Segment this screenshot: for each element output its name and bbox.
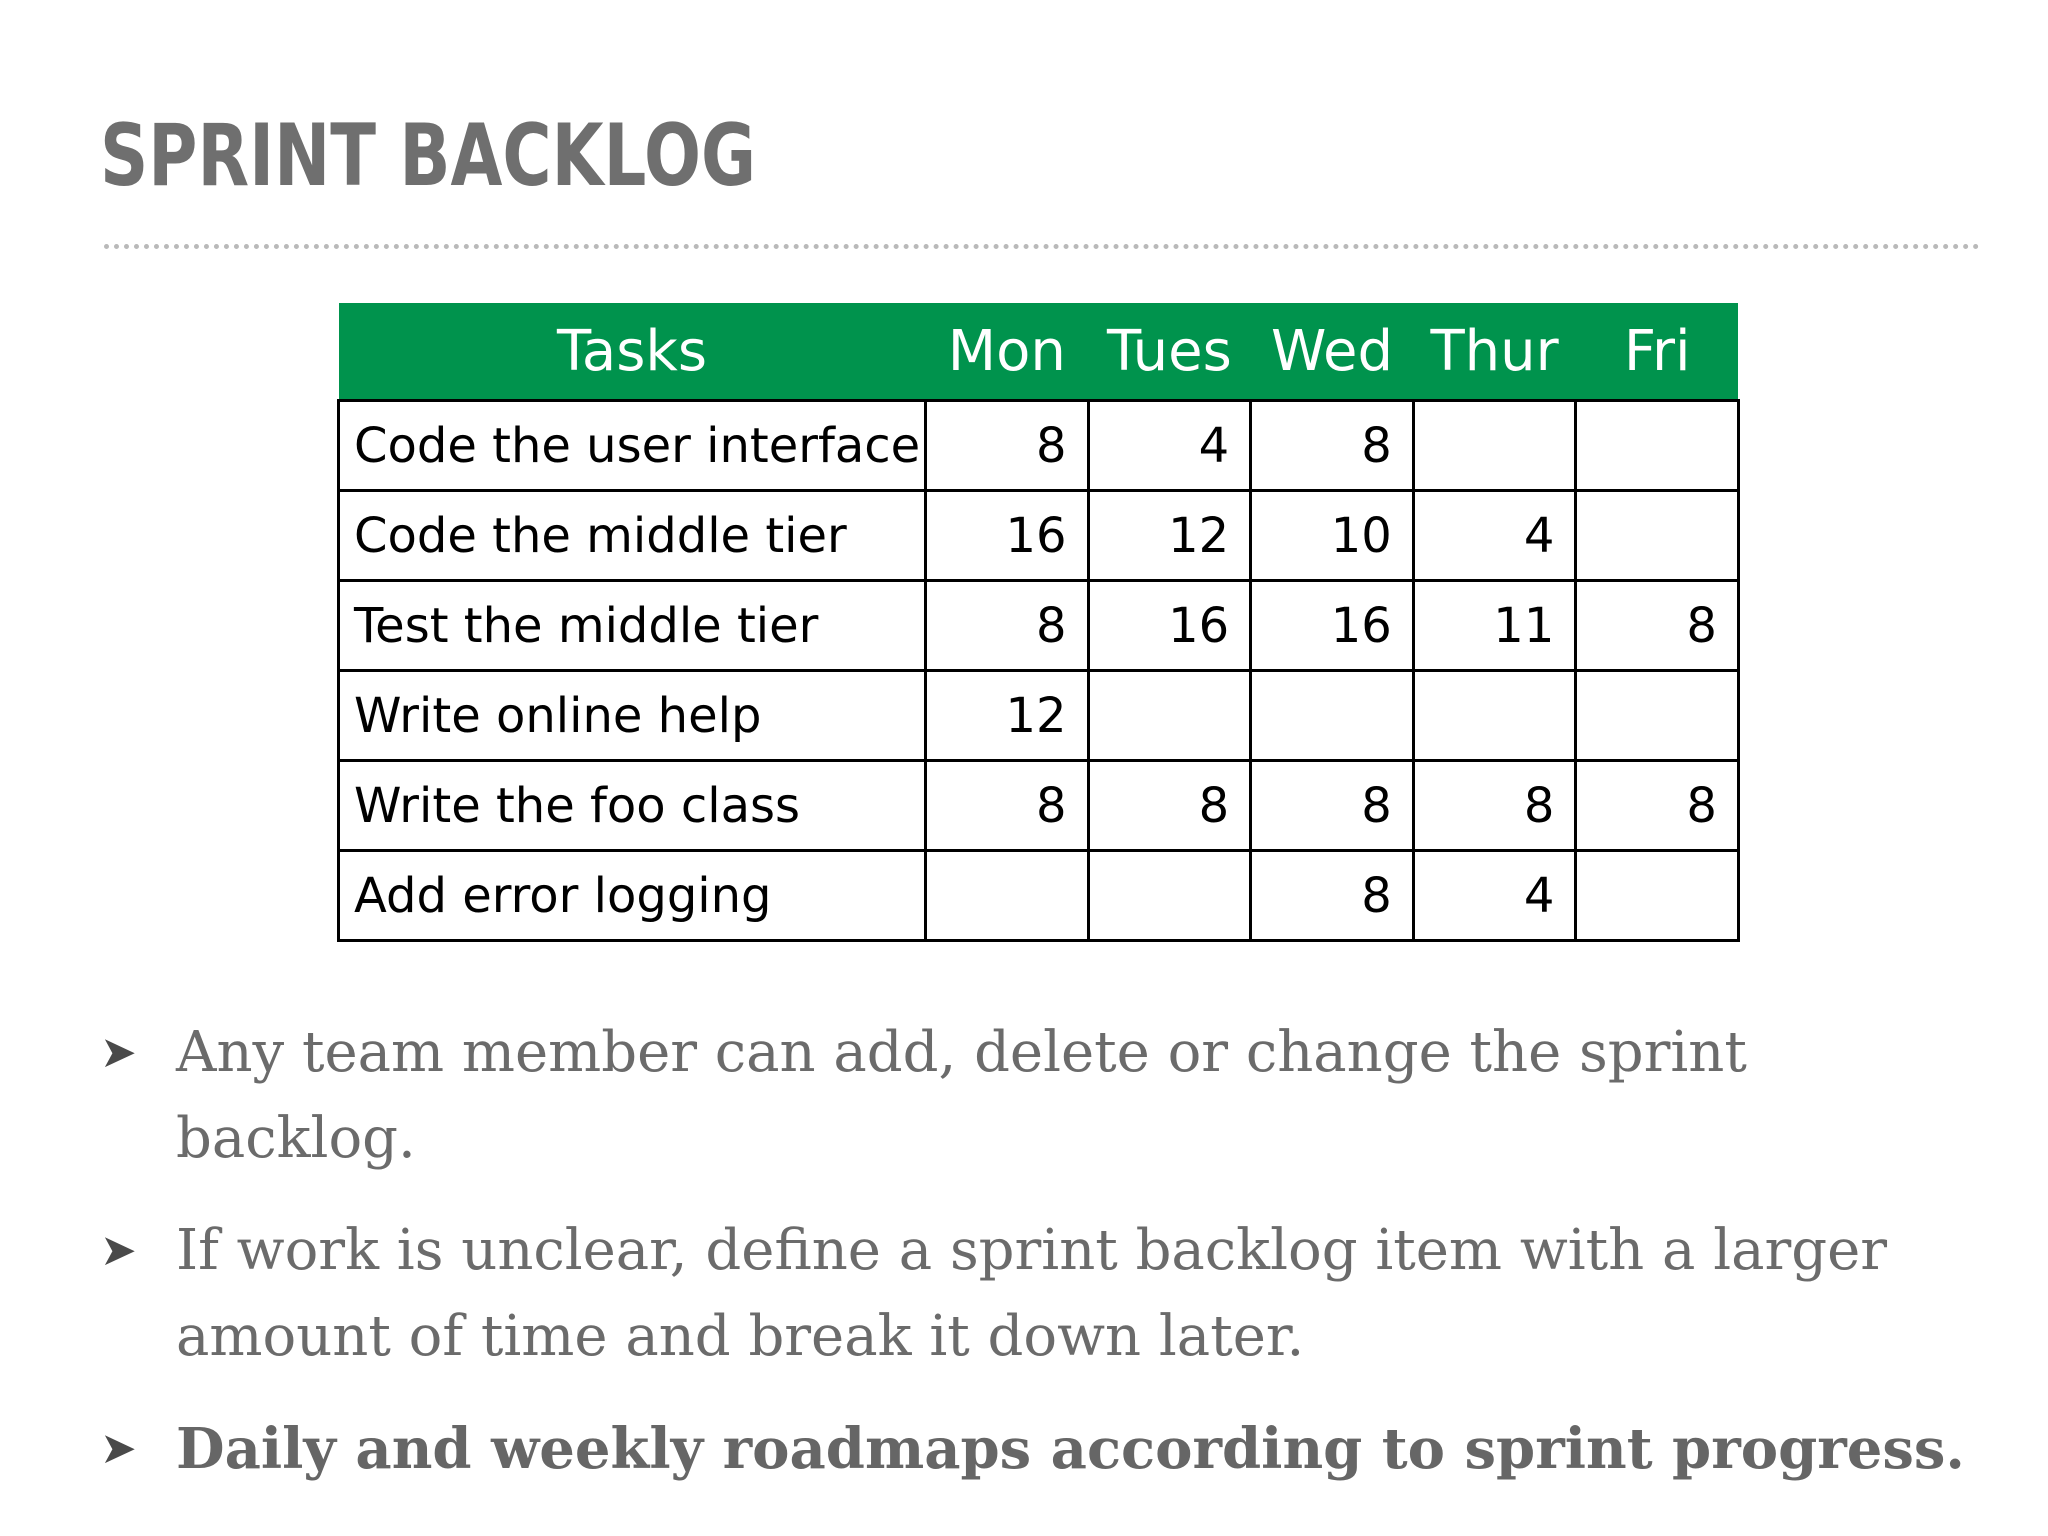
- hours-cell-fri: [1576, 491, 1739, 581]
- slide-title: SPRINT BACKLOG: [100, 106, 757, 206]
- hours-cell-mon: 8: [926, 761, 1089, 851]
- hours-cell-mon: 8: [926, 401, 1089, 491]
- hours-cell-tues: 8: [1088, 761, 1251, 851]
- table-row: [339, 851, 1739, 941]
- hours-cell-tues: 4: [1088, 401, 1251, 491]
- hours-cell-tues: [1088, 671, 1251, 761]
- bullet-text: If work is unclear, define a sprint backlog item with a larger amount of time and break it down later.: [176, 1218, 1888, 1369]
- hours-cell-mon: 8: [926, 581, 1089, 671]
- table-row: [339, 581, 1739, 671]
- hours-cell-wed: 8: [1251, 851, 1414, 941]
- header-mon: Mon: [926, 303, 1089, 401]
- hours-cell-wed: [1251, 671, 1414, 761]
- hours-cell-wed: 8: [1251, 401, 1414, 491]
- table-row: [339, 671, 1739, 761]
- hours-cell-fri: 8: [1576, 581, 1739, 671]
- header-tues: Tues: [1088, 303, 1251, 401]
- hours-cell-fri: [1576, 401, 1739, 491]
- hours-cell-thur: [1413, 671, 1576, 761]
- task-cell: Code the middle tier: [339, 491, 926, 581]
- hours-cell-thur: [1413, 401, 1576, 491]
- hours-cell-thur: 8: [1413, 761, 1576, 851]
- arrowhead-bullet-icon: ➤: [100, 1027, 137, 1078]
- hours-cell-wed: 8: [1251, 761, 1414, 851]
- hours-cell-fri: [1576, 671, 1739, 761]
- title-divider: [104, 244, 1980, 249]
- hours-cell-fri: 8: [1576, 761, 1739, 851]
- task-cell: Write online help: [339, 671, 926, 761]
- backlog-table: [337, 303, 1740, 942]
- header-wed: Wed: [1251, 303, 1414, 401]
- table-header-row: [339, 303, 1739, 401]
- hours-cell-wed: 16: [1251, 581, 1414, 671]
- table-row: [339, 491, 1739, 581]
- sprint-backlog-table: [337, 303, 1737, 942]
- bullet-text: Any team member can add, delete or change the sprint backlog.: [176, 1020, 1747, 1171]
- bullet-list: [100, 1010, 2000, 1518]
- table-row: [339, 401, 1739, 491]
- header-tasks: Tasks: [339, 303, 926, 401]
- arrowhead-bullet-icon: ➤: [100, 1423, 137, 1474]
- hours-cell-wed: 10: [1251, 491, 1414, 581]
- hours-cell-mon: 12: [926, 671, 1089, 761]
- table-row: [339, 761, 1739, 851]
- hours-cell-mon: [926, 851, 1089, 941]
- hours-cell-tues: 12: [1088, 491, 1251, 581]
- hours-cell-thur: 4: [1413, 851, 1576, 941]
- bullet-text: Daily and weekly roadmaps according to sprint progress.: [176, 1416, 1965, 1482]
- bullet-item: [100, 1406, 2000, 1492]
- header-fri: Fri: [1576, 303, 1739, 401]
- task-cell: Add error logging: [339, 851, 926, 941]
- hours-cell-thur: 4: [1413, 491, 1576, 581]
- task-cell: Write the foo class: [339, 761, 926, 851]
- arrowhead-bullet-icon: ➤: [100, 1225, 137, 1276]
- hours-cell-fri: [1576, 851, 1739, 941]
- hours-cell-tues: [1088, 851, 1251, 941]
- hours-cell-mon: 16: [926, 491, 1089, 581]
- hours-cell-thur: 11: [1413, 581, 1576, 671]
- hours-cell-tues: 16: [1088, 581, 1251, 671]
- bullet-item: [100, 1208, 2000, 1380]
- header-thur: Thur: [1413, 303, 1576, 401]
- task-cell: Code the user interface: [339, 401, 926, 491]
- task-cell: Test the middle tier: [339, 581, 926, 671]
- bullet-item: [100, 1010, 2000, 1182]
